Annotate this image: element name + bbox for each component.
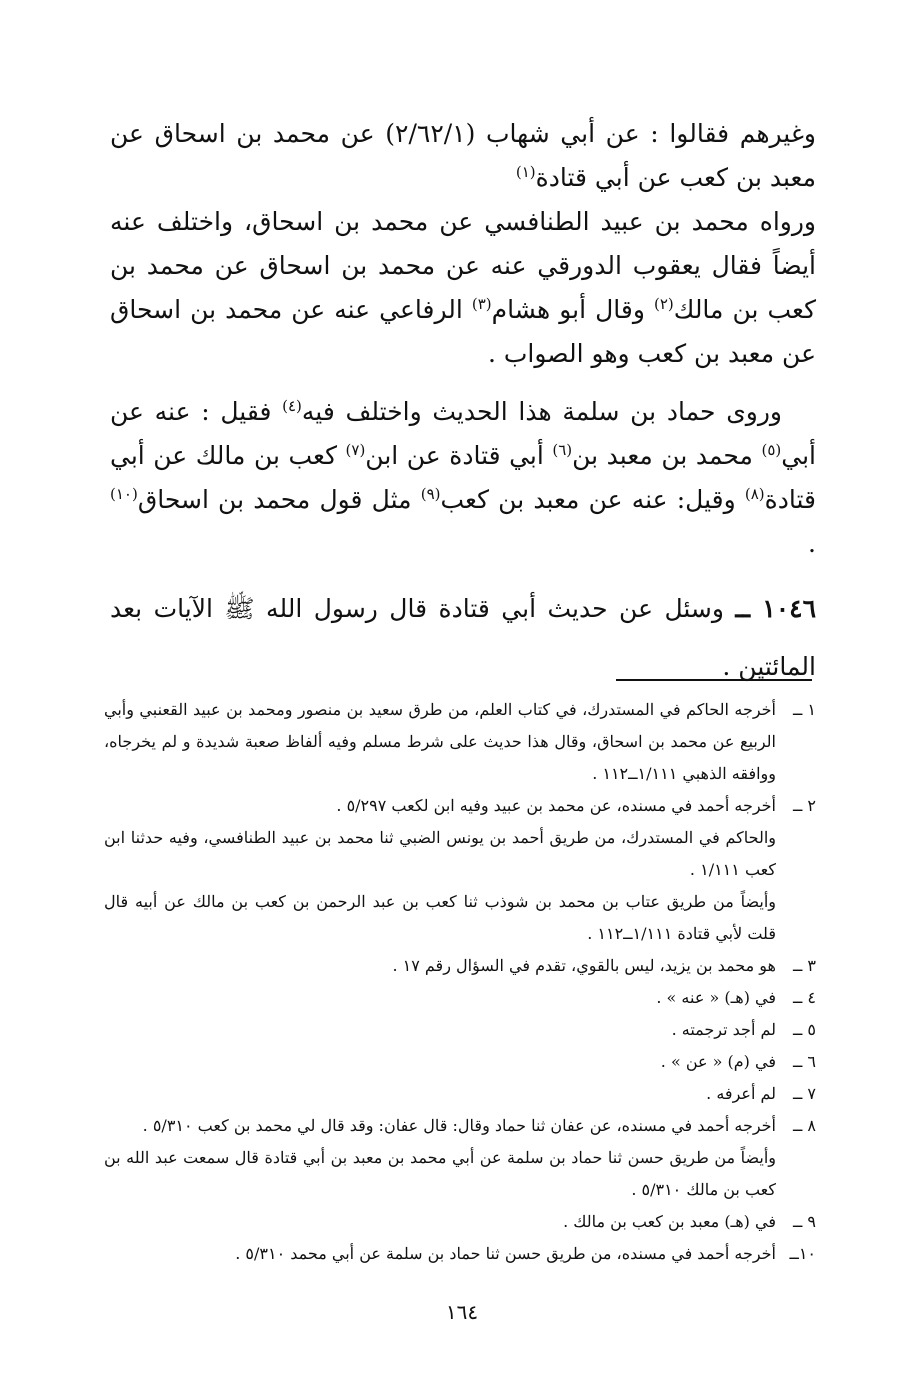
footnote [104,982,816,1014]
footnote-ref: (٥) [761,441,782,459]
footnote-separator [616,679,812,681]
paragraph-text: ورواه محمد بن عبيد الطنافسي عن محمد بن اسحاق، واختلف عنه أيضاً فقال يعقوب الدورقي عنه عن محمد بن اسحاق عن محمد بن كعب بن مالك [110,207,817,324]
paragraph-text: فقيل : عنه عن أبي [110,397,816,470]
footnote-number: ٢ ــ [792,796,816,815]
footnote-number: ٨ ــ [792,1116,816,1135]
paragraph-text: محمد بن معبد بن [572,441,762,470]
footnote-ref: (٣) [471,295,492,313]
paragraph-text: الرفاعي عنه عن محمد بن اسحاق عن معبد بن كعب وهو الصواب . [110,295,816,368]
paragraph [110,200,816,376]
footnote-text: في (هـ) « عنه » . [656,988,776,1007]
paragraph-text: وغيرهم فقالوا : عن أبي شهاب (٢/٦٢/١) عن محمد بن اسحاق عن معبد بن كعب عن أبي قتادة [110,119,816,192]
footnote-ref: (٩) [420,485,441,503]
footnote-text: أخرجه الحاكم في المستدرك، في كتاب العلم، من طرق سعيد بن منصور ومحمد بن عبيد القعنبي وأبي الربيع عن محمد بن اسحاق، وقال هذا حديث على شرط مسلم وفيه ألفاظ صعبة شديدة و لم يخرجاه، ووافقه الذهبي ١/١١١ــ١١٢ . [104,700,776,783]
paragraph-text: كعب بن مالك عن أبي قتادة [110,441,816,514]
footnote-number: ٩ ــ [792,1212,816,1231]
question-text: وسئل عن حديث أبي قتادة قال رسول الله ﷺ الآيات بعد المائتين . [110,594,816,681]
footnote-ref: (٨) [744,485,765,503]
footnote-number: ٦ ــ [792,1052,816,1071]
footnote-text: والحاكم في المستدرك، من طريق أحمد بن يونس الضبي ثنا محمد بن عبيد الطنافسي، وفيه حدثنا ابن كعب ١/١١١ . [104,828,776,879]
footnote-number: ٣ ــ [792,956,816,975]
footnote-text: أخرجه أحمد في مسنده، من طريق حسن ثنا حماد بن سلمة عن أبي محمد ٥/٣١٠ . [235,1244,776,1263]
paragraph [110,390,816,566]
paragraph-text: وروى حماد بن سلمة هذا الحديث واختلف فيه [301,397,782,426]
paragraph-text: وقيل: عنه عن معبد بن كعب [440,485,745,514]
footnote [104,1046,816,1078]
footnote-number: ١ ــ [792,700,816,719]
footnote-text: لم أعرفه . [706,1084,776,1103]
footnote [104,1206,816,1238]
footnote [104,1078,816,1110]
footnote-ref: (١٠) [110,485,138,503]
footnote-text: أخرجه أحمد في مسنده، عن عفان ثنا حماد وقال: قال عفان: وقد قال لي محمد بن كعب ٥/٣١٠ . [142,1116,776,1135]
footnote [104,1142,816,1206]
footnote-ref: (٦) [552,441,573,459]
footnote-text: أخرجه أحمد في مسنده، عن محمد بن عبيد وفيه ابن لكعب ٥/٢٩٧ . [336,796,776,815]
footnote [104,790,816,822]
footnote [104,822,816,886]
footnote-text: في (م) « عن » . [660,1052,776,1071]
footnote-ref: (١) [515,163,536,181]
footnote-number: ١٠ــ [789,1244,816,1263]
paragraph-text: مثل قول محمد بن اسحاق [137,485,421,514]
paragraph-text: وقال أبو هشام [491,295,654,324]
footnote-text: وأيضاً من طريق حسن ثنا حماد بن سلمة عن أبي محمد بن معبد بن أبي قتادة قال سمعت عبد الله بن كعب بن مالك ٥/٣١٠ . [104,1148,776,1199]
footnote [104,1110,816,1142]
footnote-number: ٥ ــ [792,1020,816,1039]
paragraph-text: . [808,529,816,558]
footnote-ref: (٤) [282,397,302,415]
paragraph [110,112,816,200]
main-text [110,112,816,696]
footnotes [104,694,816,1270]
footnote [104,950,816,982]
footnote-ref: (٧) [345,441,366,459]
footnote-text: هو محمد بن يزيد، ليس بالقوي، تقدم في السؤال رقم ١٧ . [392,956,776,975]
footnote [104,886,816,950]
page-number: ١٦٤ [445,1300,479,1324]
footnote [104,1238,816,1270]
footnote [104,1014,816,1046]
footnote-text: في (هـ) معبد بن كعب بن مالك . [563,1212,776,1231]
question-number: ١٠٤٦ ــ [735,594,816,623]
paragraph-text: أبي قتادة عن ابن [365,441,553,470]
footnote-text: وأيضاً من طريق عتاب بن محمد بن شوذب ثنا كعب بن عبد الرحمن بن كعب بن مالك عن أبيه قال قلت لأبي قتادة ١/١١١ــ١١٢ . [104,892,776,943]
footnote-text: لم أجد ترجمته . [671,1020,776,1039]
footnote-ref: (٢) [653,295,674,313]
footnote-number: ٤ ــ [792,988,816,1007]
footnote [104,694,816,790]
footnote-number: ٧ ــ [792,1084,816,1103]
